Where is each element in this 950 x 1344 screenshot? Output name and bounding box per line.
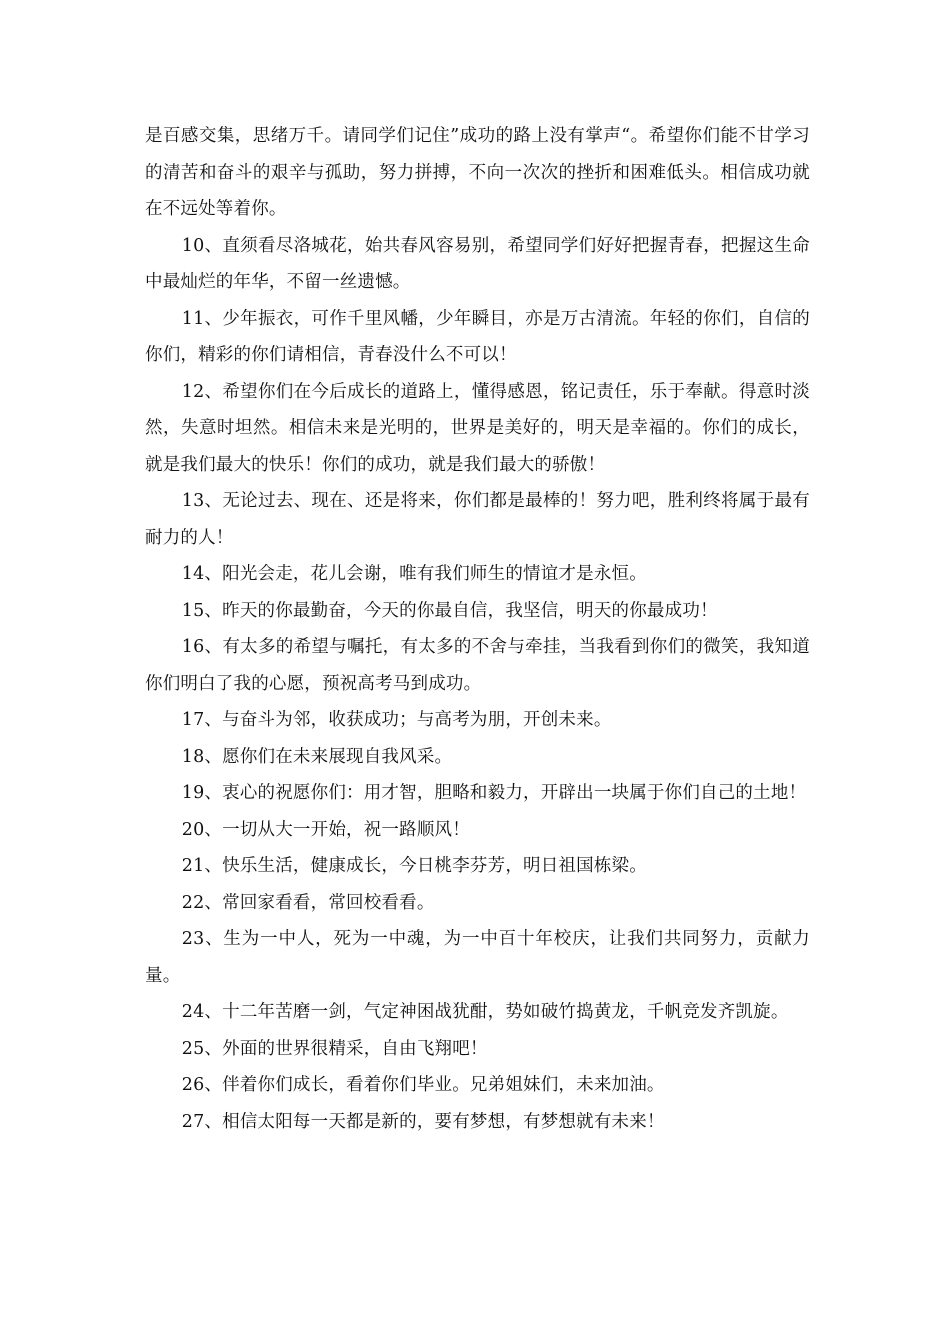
wish-item-18: 18、愿你们在未来展现自我风采。 bbox=[181, 746, 453, 767]
wish-item-14: 14、阳光会走，花儿会谢，唯有我们师生的情谊才是永恒。 bbox=[181, 564, 647, 584]
wish-item-12: 12、希望你们在今后成长的道路上，懂得感恩，铭记责任，乐于奉献。得意时淡然，失意时坦然。相信未来是光明的，世界是美好的，明天是幸福的。你们的成长，就是我们最大的快乐！你们的成功，就是我们最大的骄傲！ bbox=[145, 381, 810, 475]
wish-item-21: 21、快乐生活，健康成长，今日桃李芬芳，明日祖国栋梁。 bbox=[181, 856, 647, 876]
wish-item-11: 11、少年振衣，可作千里风幡，少年瞬目，亦是万古清流。年轻的你们，自信的你们，精彩的你们请相信，青春没什么不可以！ bbox=[145, 308, 810, 365]
wish-item-25: 25、外面的世界很精采，自由飞翔吧！ bbox=[181, 1038, 488, 1059]
wish-item-19: 19、衷心的祝愿你们：用才智，胆略和毅力，开辟出一块属于你们自己的土地！ bbox=[181, 783, 807, 803]
document-body bbox=[145, 118, 810, 1140]
wish-item-22: 22、常回家看看，常回校看看。 bbox=[181, 892, 435, 913]
wish-item-13: 13、无论过去、现在、还是将来，你们都是最棒的！努力吧，胜利终将属于最有耐力的人！ bbox=[145, 491, 810, 548]
wish-item-10: 10、直须看尽洛城花，始共春风容易别，希望同学们好好把握青春，把握这生命中最灿烂的年华，不留一丝遗憾。 bbox=[145, 235, 810, 292]
paragraph-continuation: 是百感交集，思绪万千。请同学们记住”成功的路上没有掌声“。希望你们能不甘学习的清苦和奋斗的艰辛与孤助，努力拼搏，不向一次次的挫折和困难低头。相信成功就在不远处等着你。 bbox=[145, 126, 810, 219]
wish-item-20: 20、一切从大一开始，祝一路顺风！ bbox=[181, 819, 470, 840]
wish-item-27: 27、相信太阳每一天都是新的，要有梦想，有梦想就有未来！ bbox=[181, 1111, 665, 1132]
wish-item-26: 26、伴着你们成长，看着你们毕业。兄弟姐妹们，未来加油。 bbox=[181, 1075, 665, 1095]
wish-item-16: 16、有太多的希望与嘱托，有太多的不舍与牵挂，当我看到你们的微笑，我知道你们明白了我的心愿，预祝高考马到成功。 bbox=[145, 637, 810, 694]
wish-item-24: 24、十二年苦磨一剑，气定神困战犹酣，势如破竹捣黄龙，千帆竞发齐凯旋。 bbox=[181, 1002, 789, 1022]
wish-item-17: 17、与奋斗为邻，收获成功；与高考为朋，开创未来。 bbox=[181, 710, 612, 730]
wish-item-15: 15、昨天的你最勤奋，今天的你最自信，我坚信，明天的你最成功！ bbox=[181, 600, 718, 621]
wish-item-23: 23、生为一中人，死为一中魂，为一中百十年校庆，让我们共同努力，贡献力量。 bbox=[145, 929, 810, 986]
